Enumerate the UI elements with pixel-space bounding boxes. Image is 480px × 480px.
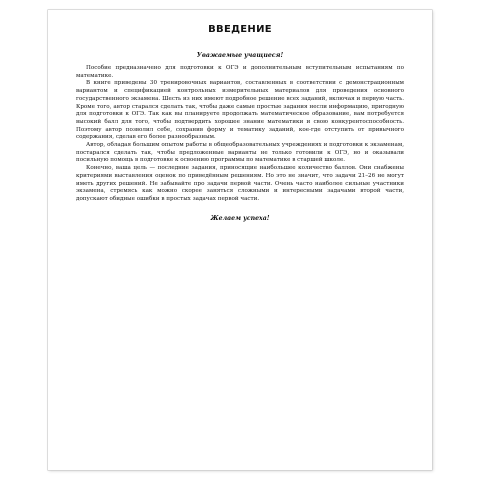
paragraph-2: В книге приведены 30 тренировочных вариантов, составленных в соответствии с демонстрационным вариантом и спецификацией контрольных измерительных материалов для проведения основного государственного экзамена. Шесть из них имеют подробное решение всех заданий, включая и первую часть. Кроме того, автор старался сделать так, чтобы даже самые простые задания несли информацию, пригодную для подготовки к ОГЭ. Так как вы планируете продолжать математическое образование, вам потребуется высокий балл для того, чтобы подтвердить хорошее знание математики и свою конкурентоспособность. Поэтому автор позволил себе, сохранив форму и тематику заданий, кое-где отступить от привычного содержания, сделав его более разнообразным. [76, 80, 404, 141]
paragraph-4: Конечно, ваша цель — последние задания, приносящие наибольшее количество баллов. Они снабжены критериями выставления оценок по приведённым решениям. Но это не значит, что задачи 21–26 не могут иметь других решений. Не забывайте про задачи первой части. Очень часто наиболее сильные участники экзамена, стремясь как можно скорее заняться сложными и интересными задачами второй части, допускают обидные ошибки в простых задачах первой части. [76, 165, 404, 202]
page-title: ВВЕДЕНИЕ [208, 24, 272, 35]
document-page [48, 10, 432, 470]
paragraph-3: Автор, обладая большим опытом работы в общеобразовательных учреждениях и подготовки к экзаменам, постарался сделать так, чтобы предложенные варианты не только готовили к ОГЭ, но и оказывали посильную помощь в подготовке к освоению программы по математике в старшей школе. [76, 142, 404, 164]
paragraph-1: Пособие предназначено для подготовки к ОГЭ и дополнительным вступительным испытаниям по математике. [76, 65, 404, 79]
closing-wish: Желаем успеха! [210, 214, 270, 222]
greeting: Уважаемые учащиеся! [196, 52, 284, 59]
